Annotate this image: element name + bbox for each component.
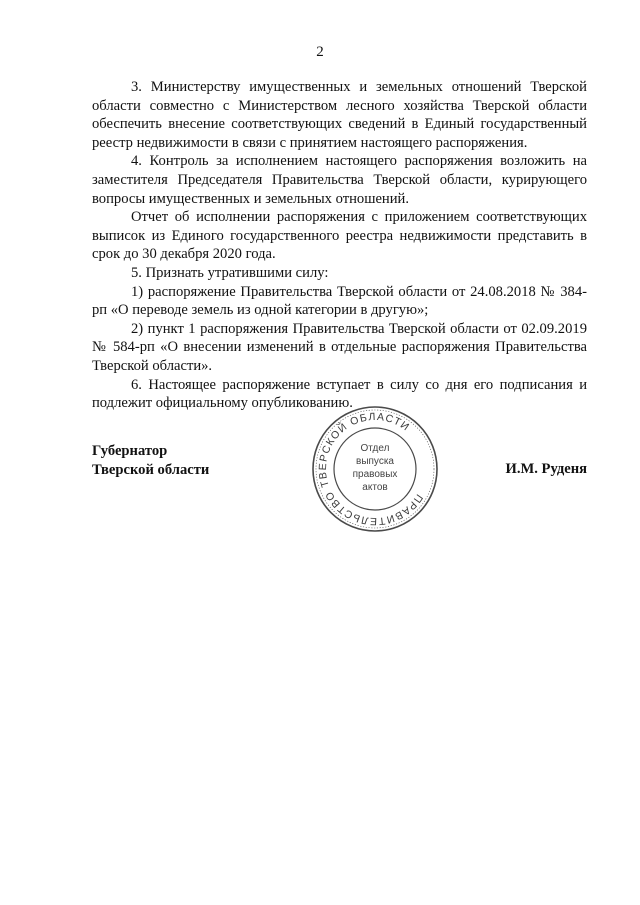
paragraph-item-4: 4. Контроль за исполнением настоящего распоряжения возложить на заместителя Председателя Правительства Тверской области, курирующего вопросы имущественных и земельных отношений.: [92, 153, 587, 207]
page-number: 2: [316, 44, 324, 60]
stamp-ring-textpath: ПРАВИТЕЛЬСТВО ТВЕРСКОЙ ОБЛАСТИ: [316, 410, 426, 528]
paragraph-report: Отчет об исполнении распоряжения с приложением соответствующих выписок из Единого государственного реестра недвижимости представить в срок до 30 декабря 2020 года.: [92, 209, 587, 263]
paragraph-item-5: 5. Признать утратившими силу:: [131, 264, 329, 281]
signatory-position: [92, 442, 209, 480]
paragraph-item-5-sub-2: 2) пункт 1 распоряжения Правительства Тверской области от 02.09.2019 № 584-рп «О внесении изменений в отдельные распоряжения Правительства Тверской области».: [92, 320, 587, 374]
stamp-inner-line-3: правовых: [352, 469, 398, 480]
paragraph-item-3: 3. Министерству имущественных и земельных отношений Тверской области совместно с Министерством лесного хозяйства Тверской области обеспечить внесение соответствующих сведений в Единый государственный реестр недвижимости в связи с принятием настоящего распоряжения.: [92, 79, 587, 151]
paragraph-item-5-sub-1: 1) распоряжение Правительства Тверской области от 24.08.2018 № 384-рп «О переводе земель из одной категории в другую»;: [92, 283, 587, 319]
stamp-seal-icon: [310, 404, 440, 534]
paragraph-item-6: 6. Настоящее распоряжение вступает в силу со дня его подписания и подлежит официальному опубликованию.: [92, 376, 587, 412]
signatory-position-line-1: Губернатор: [92, 443, 168, 459]
signatory-position-line-2: Тверской области: [92, 462, 210, 478]
stamp-inner-line-2: выпуска: [356, 456, 394, 467]
stamp-inner-line-4: актов: [362, 482, 388, 493]
official-stamp: [310, 404, 440, 534]
signatory-name: И.М. Руденя: [505, 461, 587, 477]
stamp-inner-line-1: Отдел: [360, 443, 390, 454]
document-body: [92, 78, 587, 413]
